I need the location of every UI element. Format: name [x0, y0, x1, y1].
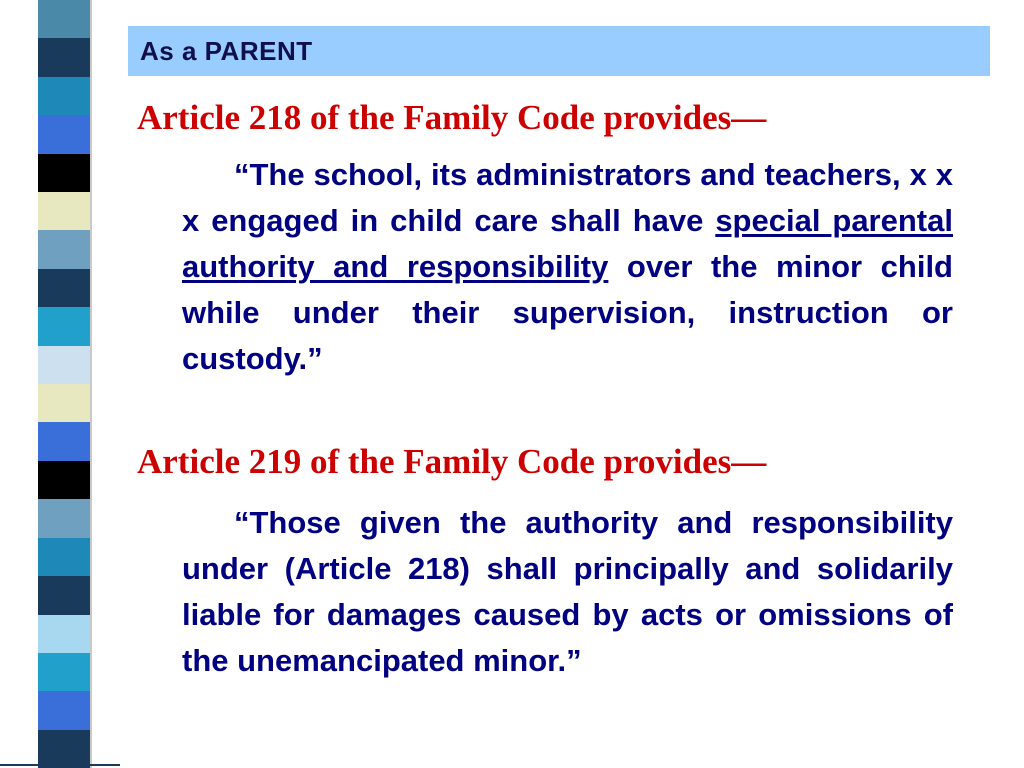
stripe-block — [38, 38, 90, 76]
stripe-block — [38, 192, 90, 230]
article-219-heading: Article 219 of the Family Code provides— — [137, 442, 767, 481]
stripe-block — [38, 691, 90, 729]
article-218-quote — [182, 152, 953, 382]
stripe-block — [38, 77, 90, 115]
decorative-stripe — [38, 0, 90, 768]
stripe-block — [38, 499, 90, 537]
stripe-block — [38, 230, 90, 268]
stripe-block — [38, 576, 90, 614]
stripe-block — [38, 384, 90, 422]
article-219-text: “Those given the authority and responsibility under (Article 218) shall principally and solidarily liable for damages caused by acts or omissions of the unemancipated minor.” — [182, 505, 953, 678]
stripe-block — [38, 154, 90, 192]
stripe-block — [38, 538, 90, 576]
stripe-block — [38, 461, 90, 499]
stripe-block — [38, 615, 90, 653]
article-218-text-1: “The school, its administrators and teachers, x x x engaged in child care shall have — [182, 157, 953, 238]
stripe-block — [38, 0, 90, 38]
stripe-block — [38, 653, 90, 691]
stripe-block — [38, 730, 90, 768]
stripe-block — [38, 307, 90, 345]
article-218-heading: Article 218 of the Family Code provides— — [137, 98, 767, 137]
article-219-quote — [182, 500, 953, 684]
stripe-block — [38, 115, 90, 153]
stripe-block — [38, 346, 90, 384]
slide-title: As a PARENT — [140, 35, 313, 66]
article-218-text-2: over the minor child while under their supervision, instruction or custody.” — [182, 249, 953, 376]
stripe-block — [38, 422, 90, 460]
stripe-block — [38, 269, 90, 307]
title-bar — [128, 26, 990, 76]
article-218-underlined-text: special parental authority and responsibility — [182, 203, 953, 284]
stripe-edge-line — [90, 0, 92, 768]
bottom-accent-line — [0, 764, 120, 766]
